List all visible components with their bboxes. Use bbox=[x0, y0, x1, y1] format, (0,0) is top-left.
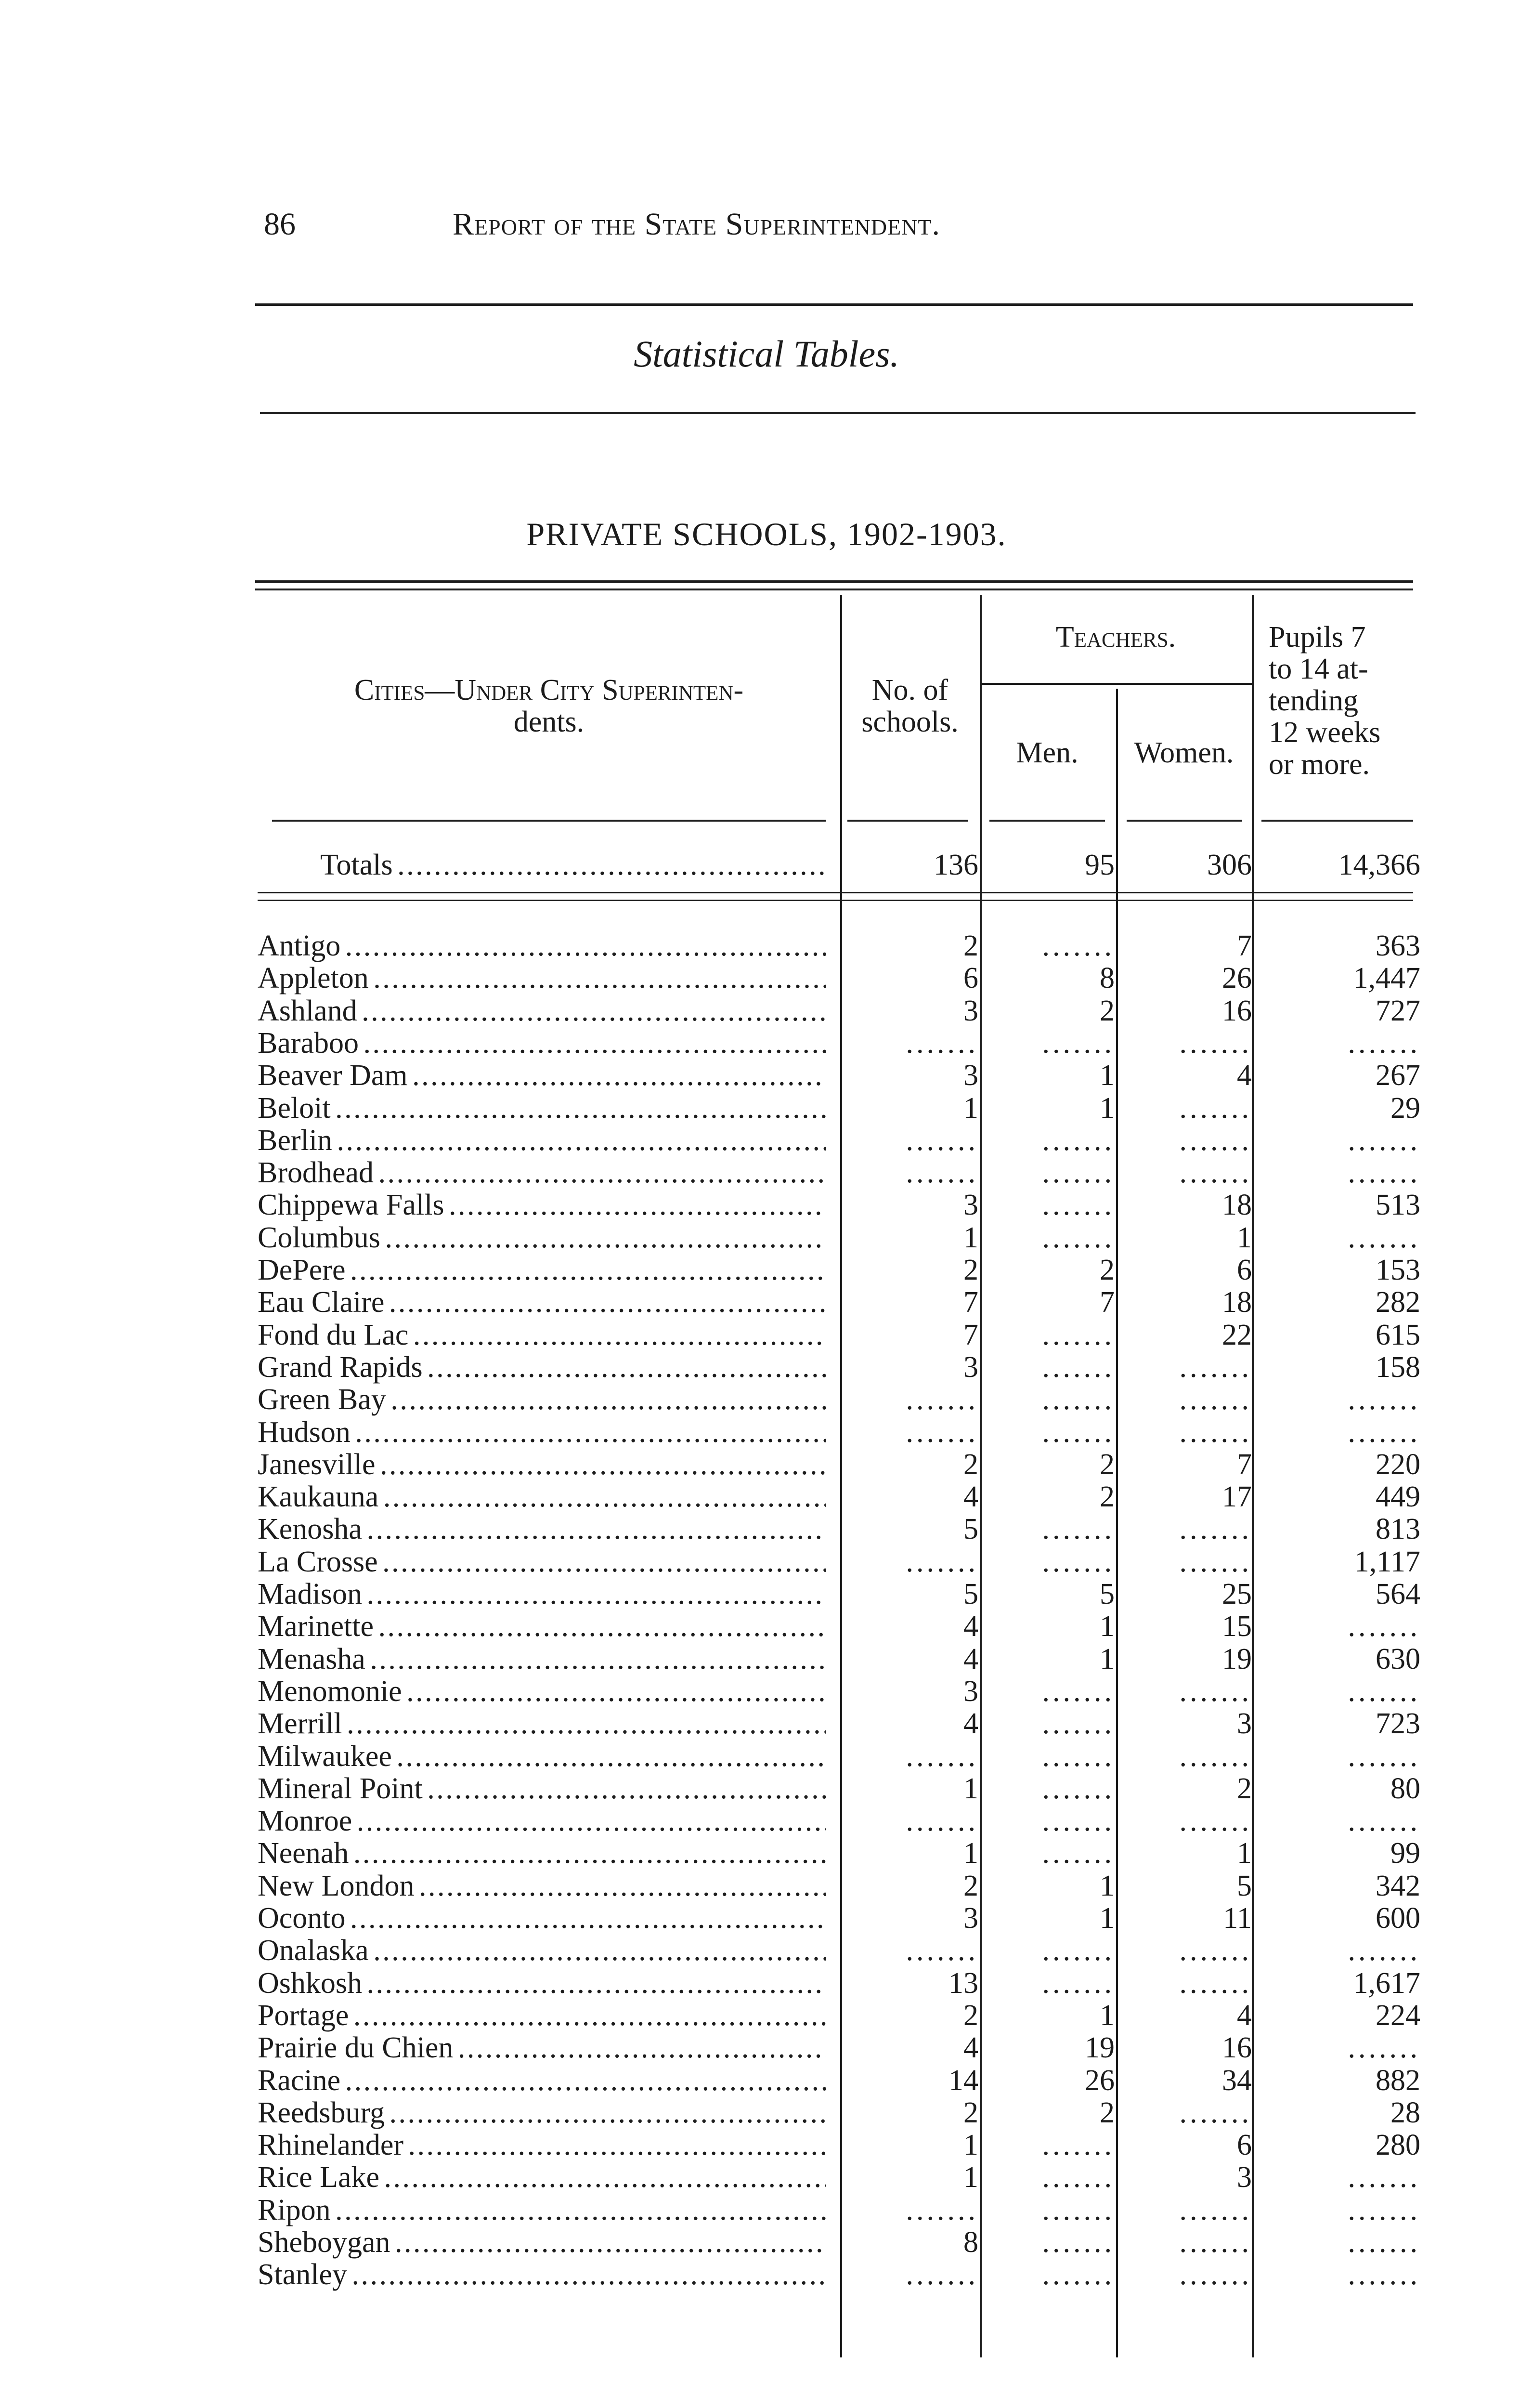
pupils-cell: ....... bbox=[1348, 1610, 1420, 1643]
pupils-cell: 723 bbox=[1376, 1707, 1420, 1741]
city-name: Madison . . . bbox=[258, 1578, 826, 1610]
women-cell: ....... bbox=[1179, 1966, 1252, 2000]
men-cell: ....... bbox=[1042, 1805, 1115, 1838]
pupils-cell: 882 bbox=[1376, 2064, 1420, 2097]
women-cell: ....... bbox=[1179, 1091, 1252, 1125]
women-cell: ....... bbox=[1179, 1934, 1252, 1967]
city-name: Neenah . . . bbox=[258, 1837, 826, 1870]
women-cell: 7 bbox=[1237, 929, 1252, 962]
women-cell: 3 bbox=[1237, 1707, 1252, 1741]
women-cell: 3 bbox=[1237, 2161, 1252, 2194]
women-cell: 25 bbox=[1222, 1578, 1252, 1610]
table-row bbox=[0, 962, 1533, 995]
table-row bbox=[0, 2258, 1533, 2291]
city-name: Brodhead . . . bbox=[258, 1156, 826, 1189]
table-row bbox=[0, 1383, 1533, 1416]
header-bottom-cities bbox=[272, 820, 826, 822]
men-cell: 1 bbox=[1100, 1642, 1115, 1675]
men-cell: ....... bbox=[1042, 1383, 1115, 1416]
city-name: Onalaska . . . bbox=[258, 1934, 826, 1967]
men-cell: ....... bbox=[1042, 1156, 1115, 1190]
schools-cell: 3 bbox=[963, 994, 978, 1027]
schools-cell: ....... bbox=[906, 1156, 978, 1190]
pupils-cell: 1,447 bbox=[1353, 962, 1420, 995]
women-cell: ....... bbox=[1179, 2226, 1252, 2259]
pupils-cell: ....... bbox=[1348, 1740, 1420, 1773]
totals-women: 306 bbox=[1207, 849, 1252, 881]
city-name: Chippewa Falls . . . bbox=[258, 1189, 826, 1221]
city-name: Oshkosh . . . bbox=[258, 1967, 826, 2000]
men-cell: 7 bbox=[1100, 1286, 1115, 1319]
schools-cell: 2 bbox=[963, 2096, 978, 2129]
pupils-cell: 153 bbox=[1376, 1254, 1420, 1286]
table-row bbox=[0, 1740, 1533, 1773]
table-row bbox=[0, 2129, 1533, 2161]
pupils-cell: 813 bbox=[1376, 1513, 1420, 1546]
pupils-cell: ....... bbox=[1348, 1934, 1420, 1967]
city-name: Eau Claire . . . bbox=[258, 1286, 826, 1319]
schools-cell: 4 bbox=[963, 1642, 978, 1675]
women-cell: 6 bbox=[1237, 2129, 1252, 2162]
cities-header-line2: dents. bbox=[513, 706, 585, 738]
table-row bbox=[0, 1319, 1533, 1351]
men-cell: ....... bbox=[1042, 1124, 1115, 1157]
women-cell: 18 bbox=[1222, 1286, 1252, 1319]
men-cell: ....... bbox=[1042, 1513, 1115, 1546]
table-row bbox=[0, 1934, 1533, 1967]
men-cell: ....... bbox=[1042, 1707, 1115, 1741]
women-cell: 16 bbox=[1222, 994, 1252, 1027]
women-cell: 11 bbox=[1223, 1902, 1252, 1935]
schools-cell: 1 bbox=[963, 1221, 978, 1254]
city-name: Racine . . . bbox=[258, 2064, 826, 2097]
pupils-cell: ....... bbox=[1348, 1675, 1420, 1708]
women-cell: ....... bbox=[1179, 1675, 1252, 1708]
women-cell: 7 bbox=[1237, 1448, 1252, 1481]
table-row bbox=[0, 1156, 1533, 1189]
women-cell: 1 bbox=[1237, 1221, 1252, 1254]
schools-cell: 8 bbox=[963, 2226, 978, 2259]
schools-cell: 3 bbox=[963, 1675, 978, 1708]
pupils-cell: 363 bbox=[1376, 929, 1420, 962]
table-row bbox=[0, 1967, 1533, 2000]
column-header-women: Women. bbox=[1134, 736, 1234, 769]
schools-cell: 6 bbox=[963, 962, 978, 995]
table-row bbox=[0, 1480, 1533, 1513]
women-cell: ....... bbox=[1179, 1415, 1252, 1449]
city-name: Baraboo . . . bbox=[258, 1027, 826, 1060]
women-cell: 19 bbox=[1222, 1642, 1252, 1675]
pupils-cell: 267 bbox=[1376, 1059, 1420, 1092]
city-name: Portage . . . bbox=[258, 1999, 826, 2032]
men-cell: 2 bbox=[1100, 1254, 1115, 1286]
men-cell: ....... bbox=[1042, 1221, 1115, 1254]
pupils-cell: 1,617 bbox=[1353, 1966, 1420, 2000]
schools-cell: 2 bbox=[963, 1448, 978, 1481]
totals-row bbox=[0, 849, 1533, 881]
schools-header-line1: No. of bbox=[871, 674, 948, 707]
pupils-cell: ....... bbox=[1348, 2226, 1420, 2259]
pupils-cell: ....... bbox=[1348, 1026, 1420, 1060]
city-name: Kenosha . . . bbox=[258, 1513, 826, 1545]
page-number: 86 bbox=[264, 207, 296, 242]
table-row bbox=[0, 1837, 1533, 1870]
schools-header-line2: schools. bbox=[861, 706, 959, 738]
schools-cell: 13 bbox=[948, 1966, 978, 2000]
table-row bbox=[0, 1870, 1533, 1902]
men-cell: ....... bbox=[1042, 1318, 1115, 1351]
pupils-cell: 630 bbox=[1376, 1642, 1420, 1675]
column-header-cities bbox=[270, 674, 828, 738]
pupils-cell: ....... bbox=[1348, 1124, 1420, 1157]
pupils-cell: ....... bbox=[1348, 1156, 1420, 1190]
totals-schools: 136 bbox=[934, 849, 978, 881]
table-row bbox=[0, 1513, 1533, 1545]
men-cell: ....... bbox=[1042, 1545, 1115, 1578]
schools-cell: ....... bbox=[906, 2193, 978, 2226]
men-cell: 1 bbox=[1100, 1059, 1115, 1092]
men-cell: ....... bbox=[1042, 2129, 1115, 2162]
schools-cell: ....... bbox=[906, 1415, 978, 1449]
men-cell: ....... bbox=[1042, 2226, 1115, 2259]
schools-cell: 3 bbox=[963, 1059, 978, 1092]
table-row bbox=[0, 1092, 1533, 1125]
pupils-cell: 28 bbox=[1390, 2096, 1420, 2129]
schools-cell: 4 bbox=[963, 1707, 978, 1741]
schools-cell: ....... bbox=[906, 2258, 978, 2291]
table-row bbox=[0, 2194, 1533, 2226]
city-name: Menasha . . . bbox=[258, 1643, 826, 1675]
city-name: Oconto . . . bbox=[258, 1902, 826, 1935]
pupils-cell: ....... bbox=[1348, 1383, 1420, 1416]
city-name: Menomonie . . . bbox=[258, 1675, 826, 1708]
section-rule bbox=[260, 412, 1416, 414]
men-cell: ....... bbox=[1042, 1772, 1115, 1805]
table-title: PRIVATE SCHOOLS, 1902-1903. bbox=[526, 516, 1007, 552]
schools-cell: ....... bbox=[906, 1383, 978, 1416]
men-cell: ....... bbox=[1042, 2193, 1115, 2226]
totals-rule-1 bbox=[258, 892, 1413, 893]
city-name: Monroe . . . bbox=[258, 1805, 826, 1837]
schools-cell: 1 bbox=[963, 2129, 978, 2162]
pupils-cell: 600 bbox=[1376, 1902, 1420, 1935]
city-name: Reedsburg . . . bbox=[258, 2096, 826, 2129]
pupils-cell: 1,117 bbox=[1354, 1545, 1420, 1578]
table-row bbox=[0, 1545, 1533, 1578]
men-cell: 1 bbox=[1100, 1869, 1115, 1902]
women-cell: ....... bbox=[1179, 1805, 1252, 1838]
table-row bbox=[0, 1124, 1533, 1157]
pupils-cell: 224 bbox=[1376, 1999, 1420, 2032]
pupils-cell: ....... bbox=[1348, 2258, 1420, 2291]
city-name: Prairie du Chien . . . bbox=[258, 2031, 826, 2064]
pupils-header-line1: Pupils 7 bbox=[1269, 621, 1366, 654]
pupils-cell: 564 bbox=[1376, 1578, 1420, 1610]
totals-pupils: 14,366 bbox=[1338, 849, 1420, 881]
pupils-cell: 513 bbox=[1376, 1189, 1420, 1222]
men-cell: 26 bbox=[1085, 2064, 1115, 2097]
header-bottom-men bbox=[989, 820, 1105, 822]
city-name: Sheboygan . . . bbox=[258, 2226, 826, 2259]
table-top-rule bbox=[255, 580, 1413, 583]
men-cell: 2 bbox=[1100, 1448, 1115, 1481]
table-row bbox=[0, 2031, 1533, 2064]
pupils-cell: 282 bbox=[1376, 1286, 1420, 1319]
men-cell: 2 bbox=[1100, 1480, 1115, 1514]
table-row bbox=[0, 1189, 1533, 1221]
men-cell: ....... bbox=[1042, 1934, 1115, 1967]
schools-cell: ....... bbox=[906, 1026, 978, 1060]
men-cell: 2 bbox=[1100, 2096, 1115, 2129]
running-title bbox=[453, 206, 940, 243]
header-bottom-pupils bbox=[1261, 820, 1413, 822]
schools-cell: ....... bbox=[906, 1805, 978, 1838]
pupils-cell: 99 bbox=[1390, 1837, 1420, 1870]
pupils-cell: 220 bbox=[1376, 1448, 1420, 1481]
women-cell: 34 bbox=[1222, 2064, 1252, 2097]
city-name: Fond du Lac . . . bbox=[258, 1319, 826, 1351]
city-name: Rice Lake . . . bbox=[258, 2161, 826, 2194]
schools-cell: 4 bbox=[963, 2031, 978, 2065]
men-cell: 5 bbox=[1100, 1578, 1115, 1610]
men-cell: ....... bbox=[1042, 1966, 1115, 2000]
pupils-cell: ....... bbox=[1348, 2161, 1420, 2194]
table-row bbox=[0, 2226, 1533, 2259]
pupils-cell: ....... bbox=[1348, 1221, 1420, 1254]
table-top-rule-2 bbox=[255, 589, 1413, 590]
women-cell: 5 bbox=[1237, 1869, 1252, 1902]
city-name: Beloit . . . bbox=[258, 1092, 826, 1125]
pupils-cell: 449 bbox=[1376, 1480, 1420, 1514]
schools-cell: 2 bbox=[963, 1999, 978, 2032]
table-row bbox=[0, 1254, 1533, 1286]
schools-cell: 1 bbox=[963, 1772, 978, 1805]
schools-cell: 2 bbox=[963, 1869, 978, 1902]
table-row bbox=[0, 1610, 1533, 1643]
women-cell: 1 bbox=[1237, 1837, 1252, 1870]
pupils-header-line3: tending bbox=[1269, 684, 1358, 717]
women-cell: ....... bbox=[1179, 1026, 1252, 1060]
city-name: Ripon . . . bbox=[258, 2194, 826, 2226]
table-row bbox=[0, 1059, 1533, 1092]
cities-header-line1: Cities—Under City Superinten- bbox=[354, 674, 744, 707]
totals-men: 95 bbox=[1085, 849, 1115, 881]
pupils-cell: 158 bbox=[1376, 1350, 1420, 1384]
totals-label: Totals . . . bbox=[320, 849, 826, 881]
women-cell: ....... bbox=[1179, 2193, 1252, 2226]
table-row bbox=[0, 2064, 1533, 2097]
section-title: Statistical Tables. bbox=[634, 333, 899, 375]
men-cell: ....... bbox=[1042, 1350, 1115, 1384]
city-name: Janesville . . . bbox=[258, 1448, 826, 1481]
men-cell: 1 bbox=[1100, 1999, 1115, 2032]
women-cell: ....... bbox=[1179, 1545, 1252, 1578]
women-cell: 4 bbox=[1237, 1059, 1252, 1092]
schools-cell: 2 bbox=[963, 929, 978, 962]
men-cell: 8 bbox=[1100, 962, 1115, 995]
women-cell: ....... bbox=[1179, 1156, 1252, 1190]
city-name: Mineral Point . . . bbox=[258, 1772, 826, 1805]
schools-cell: 2 bbox=[963, 1254, 978, 1286]
schools-cell: ....... bbox=[906, 1740, 978, 1773]
table-row bbox=[0, 1707, 1533, 1740]
table-row bbox=[0, 2096, 1533, 2129]
pupils-cell: ....... bbox=[1348, 1805, 1420, 1838]
city-name: Ashland . . . bbox=[258, 995, 826, 1027]
city-name: Milwaukee . . . bbox=[258, 1740, 826, 1773]
table-row bbox=[0, 1448, 1533, 1481]
city-name: Appleton . . . bbox=[258, 962, 826, 995]
table-row bbox=[0, 929, 1533, 962]
table-row bbox=[0, 1675, 1533, 1708]
city-name: Columbus . . . bbox=[258, 1221, 826, 1254]
women-cell: ....... bbox=[1179, 2096, 1252, 2129]
city-name: Kaukauna . . . bbox=[258, 1480, 826, 1513]
pupils-header-line5: or more. bbox=[1269, 748, 1370, 781]
women-cell: 26 bbox=[1222, 962, 1252, 995]
men-cell: ....... bbox=[1042, 1837, 1115, 1870]
city-name: Marinette . . . bbox=[258, 1610, 826, 1643]
men-cell: 2 bbox=[1100, 994, 1115, 1027]
pupils-header-line2: to 14 at- bbox=[1269, 653, 1368, 685]
table-row bbox=[0, 995, 1533, 1027]
schools-cell: 1 bbox=[963, 1837, 978, 1870]
city-name: Merrill . . . bbox=[258, 1707, 826, 1740]
women-cell: ....... bbox=[1179, 1124, 1252, 1157]
pupils-cell: 342 bbox=[1376, 1869, 1420, 1902]
table-row bbox=[0, 1643, 1533, 1675]
city-name: Green Bay . . . bbox=[258, 1383, 826, 1416]
column-header-pupils bbox=[1254, 621, 1413, 780]
men-cell: 19 bbox=[1085, 2031, 1115, 2065]
city-name: New London . . . bbox=[258, 1870, 826, 1902]
schools-cell: 3 bbox=[963, 1350, 978, 1384]
schools-cell: 14 bbox=[948, 2064, 978, 2097]
pupils-cell: 80 bbox=[1390, 1772, 1420, 1805]
women-cell: ....... bbox=[1179, 1350, 1252, 1384]
pupils-cell: 29 bbox=[1390, 1091, 1420, 1125]
pupils-cell: ....... bbox=[1348, 2031, 1420, 2065]
women-cell: 17 bbox=[1222, 1480, 1252, 1514]
schools-cell: 3 bbox=[963, 1189, 978, 1222]
schools-cell: 4 bbox=[963, 1610, 978, 1643]
men-cell: ....... bbox=[1042, 1740, 1115, 1773]
schools-cell: 5 bbox=[963, 1578, 978, 1610]
city-name: Hudson . . . bbox=[258, 1416, 826, 1449]
table-row bbox=[0, 1805, 1533, 1837]
schools-cell: 7 bbox=[963, 1286, 978, 1319]
schools-cell: 1 bbox=[963, 2161, 978, 2194]
city-name: DePere . . . bbox=[258, 1254, 826, 1286]
totals-rule-2 bbox=[258, 900, 1413, 901]
teachers-underline bbox=[980, 683, 1252, 685]
pupils-cell: 615 bbox=[1376, 1318, 1420, 1351]
women-cell: 15 bbox=[1222, 1610, 1252, 1643]
schools-cell: ....... bbox=[906, 1934, 978, 1967]
table-row bbox=[0, 1286, 1533, 1319]
top-rule bbox=[255, 303, 1413, 306]
schools-cell: 7 bbox=[963, 1318, 978, 1351]
table-row bbox=[0, 1221, 1533, 1254]
schools-cell: 1 bbox=[963, 1091, 978, 1125]
table-row bbox=[0, 2161, 1533, 2194]
pupils-cell: 727 bbox=[1376, 994, 1420, 1027]
women-cell: ....... bbox=[1179, 1740, 1252, 1773]
pupils-cell: ....... bbox=[1348, 1415, 1420, 1449]
men-cell: 1 bbox=[1100, 1610, 1115, 1643]
city-name: La Crosse . . . bbox=[258, 1545, 826, 1578]
schools-cell: 4 bbox=[963, 1480, 978, 1514]
header-bottom-schools bbox=[847, 820, 968, 822]
column-header-men: Men. bbox=[1016, 736, 1078, 769]
city-name: Stanley . . . bbox=[258, 2258, 826, 2291]
men-cell: 1 bbox=[1100, 1091, 1115, 1125]
table-row bbox=[0, 1416, 1533, 1449]
women-cell: 2 bbox=[1237, 1772, 1252, 1805]
city-name: Rhinelander . . . bbox=[258, 2129, 826, 2161]
column-header-schools bbox=[840, 674, 980, 738]
schools-cell: ....... bbox=[906, 1124, 978, 1157]
women-cell: 18 bbox=[1222, 1189, 1252, 1222]
men-cell: ....... bbox=[1042, 2161, 1115, 2194]
men-cell: ....... bbox=[1042, 1675, 1115, 1708]
women-cell: ....... bbox=[1179, 1513, 1252, 1546]
women-cell: 16 bbox=[1222, 2031, 1252, 2065]
table-row bbox=[0, 1902, 1533, 1935]
men-cell: ....... bbox=[1042, 2258, 1115, 2291]
pupils-cell: 280 bbox=[1376, 2129, 1420, 2162]
table-row bbox=[0, 1351, 1533, 1384]
pupils-header-line4: 12 weeks bbox=[1269, 716, 1381, 749]
column-header-teachers: Teachers. bbox=[1055, 621, 1176, 654]
table-row bbox=[0, 1772, 1533, 1805]
men-cell: 1 bbox=[1100, 1902, 1115, 1935]
table-row bbox=[0, 1027, 1533, 1060]
men-cell: ....... bbox=[1042, 1415, 1115, 1449]
women-cell: 4 bbox=[1237, 1999, 1252, 2032]
city-name: Grand Rapids . . . bbox=[258, 1351, 826, 1384]
city-name: Antigo . . . bbox=[258, 929, 826, 962]
schools-cell: 3 bbox=[963, 1902, 978, 1935]
schools-cell: ....... bbox=[906, 1545, 978, 1578]
running-title-text: Report of the State Superintendent. bbox=[453, 207, 940, 242]
schools-cell: 5 bbox=[963, 1513, 978, 1546]
women-cell: 6 bbox=[1237, 1254, 1252, 1286]
table-row bbox=[0, 1578, 1533, 1610]
header-bottom-women bbox=[1127, 820, 1242, 822]
table-row bbox=[0, 1999, 1533, 2032]
women-cell: ....... bbox=[1179, 2258, 1252, 2291]
men-cell: ....... bbox=[1042, 929, 1115, 962]
men-cell: ....... bbox=[1042, 1026, 1115, 1060]
pupils-cell: ....... bbox=[1348, 2193, 1420, 2226]
city-name: Berlin . . . bbox=[258, 1124, 826, 1157]
city-name: Beaver Dam . . . bbox=[258, 1059, 826, 1092]
women-cell: ....... bbox=[1179, 1383, 1252, 1416]
women-cell: 22 bbox=[1222, 1318, 1252, 1351]
men-cell: ....... bbox=[1042, 1189, 1115, 1222]
